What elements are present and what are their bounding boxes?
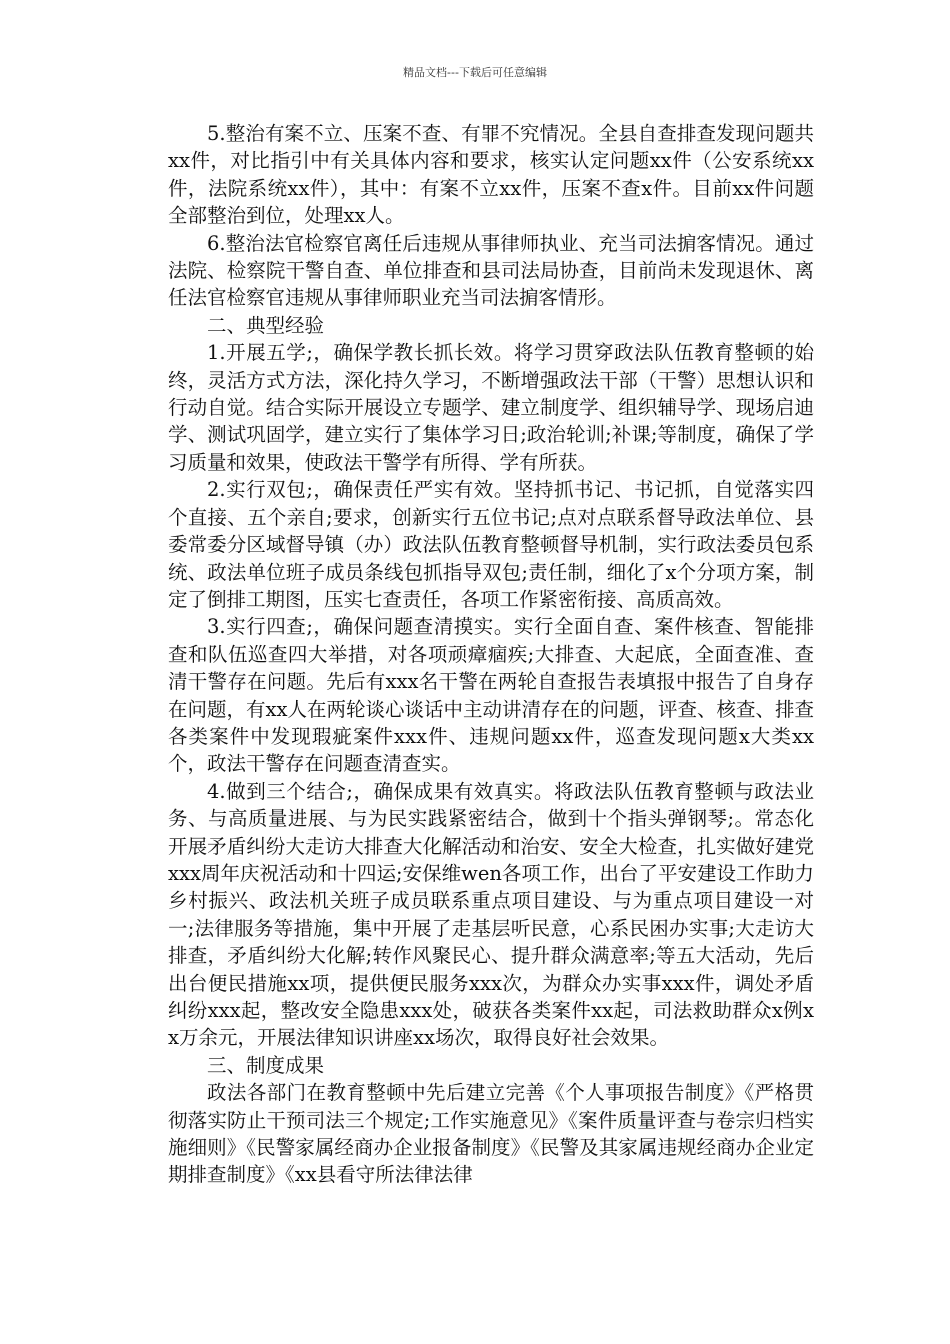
paragraph-item-5: 5.整治有案不立、压案不查、有罪不究情况。全县自查排查发现问题共xx件，对比指引中有关具体内容和要求，核实认定问题xx件（公安系统xx件，法院系统xx件），其中：有案不立xx件，压案不查x件。目前xx件问题全部整治到位，处理xx人。: [168, 122, 814, 228]
page-header-watermark: 精品文档---下载后可任意编辑: [403, 66, 547, 79]
section-heading-system-results: 三、制度成果: [207, 1053, 325, 1077]
paragraph-experience-4: 4.做到三个结合;，确保成果有效真实。将政法队伍教育整顿与政法业务、与高质量进展、与为民实践紧密结合，做到十个指头弹钢琴;。常态化开展矛盾纠纷大走访大排查大化解活动和治安、安全大检查，扎实做好建党xxx周年庆祝活动和十四运;安保维wen各项工作，出台了平安建设工作助力乡村振兴、政法机关班子成员联系重点项目建设、与为重点项目建设一对一;法律服务等措施，集中开展了走基层听民意，心系民困办实事;大走访大排查，矛盾纠纷大化解;转作风聚民心、提升群众满意率;等五大活动，先后出台便民措施xx项，提供便民服务xxx次，为群众办实事xxx件，调处矛盾纠纷xxx起，整改安全隐患xxx处，破获各类案件xx起，司法救助群众x例xx万余元，开展法律知识讲座xx场次，取得良好社会效果。: [168, 779, 814, 1050]
paragraph-experience-3: 3.实行四查;，确保问题查清摸实。实行全面自查、案件核查、智能排查和队伍巡查四大举措，对各项顽瘴痼疾;大排查、大起底，全面查准、查清干警存在问题。先后有xxx名干警在两轮自查报告表填报中报告了自身存在问题，有xx人在两轮谈心谈话中主动讲清存在的问题，评查、核查、排查各类案件中发现瑕疵案件xxx件、违规问题xx件，巡查发现问题x大类xx个，政法干警存在问题查清查实。: [168, 615, 814, 776]
paragraph-experience-2: 2.实行双包;，确保责任严实有效。坚持抓书记、书记抓，自觉落实四个直接、五个亲自;要求，创新实行五位书记;点对点联系督导政法单位、县委常委分区域督导镇（办）政法队伍教育整顿督导机制，实行政法委员包系统、政法单位班子成员条线包抓指导双包;责任制，细化了x个分项方案，制定了倒排工期图，压实七查责任，各项工作紧密衔接、高质高效。: [168, 478, 814, 611]
paragraph-experience-1: 1.开展五学;，确保学教长抓长效。将学习贯穿政法队伍教育整顿的始终，灵活方式方法，深化持久学习，不断增强政法干部（干警）思想认识和行动自觉。结合实际开展设立专题学、建立制度学、组织辅导学、现场启迪学、测试巩固学，建立实行了集体学习日;政治轮训;补课;等制度，确保了学习质量和效果，使政法干警学有所得、学有所获。: [168, 341, 814, 474]
document-body: [168, 120, 814, 1189]
paragraph-item-6: 6.整治法官检察官离任后违规从事律师执业、充当司法掮客情况。通过法院、检察院干警自查、单位排查和县司法局协查，目前尚未发现退休、离任法官检察官违规从事律师职业充当司法掮客情形。: [168, 231, 814, 310]
paragraph-system-results: 政法各部门在教育整顿中先后建立完善《个人事项报告制度》《严格贯彻落实防止干预司法三个规定;工作实施意见》《案件质量评查与卷宗归档实施细则》《民警家属经商办企业报备制度》《民警及其家属违规经商办企业定期排查制度》《xx县看守所法律法律: [168, 1081, 814, 1187]
section-heading-typical-experience: 二、典型经验: [207, 313, 325, 337]
